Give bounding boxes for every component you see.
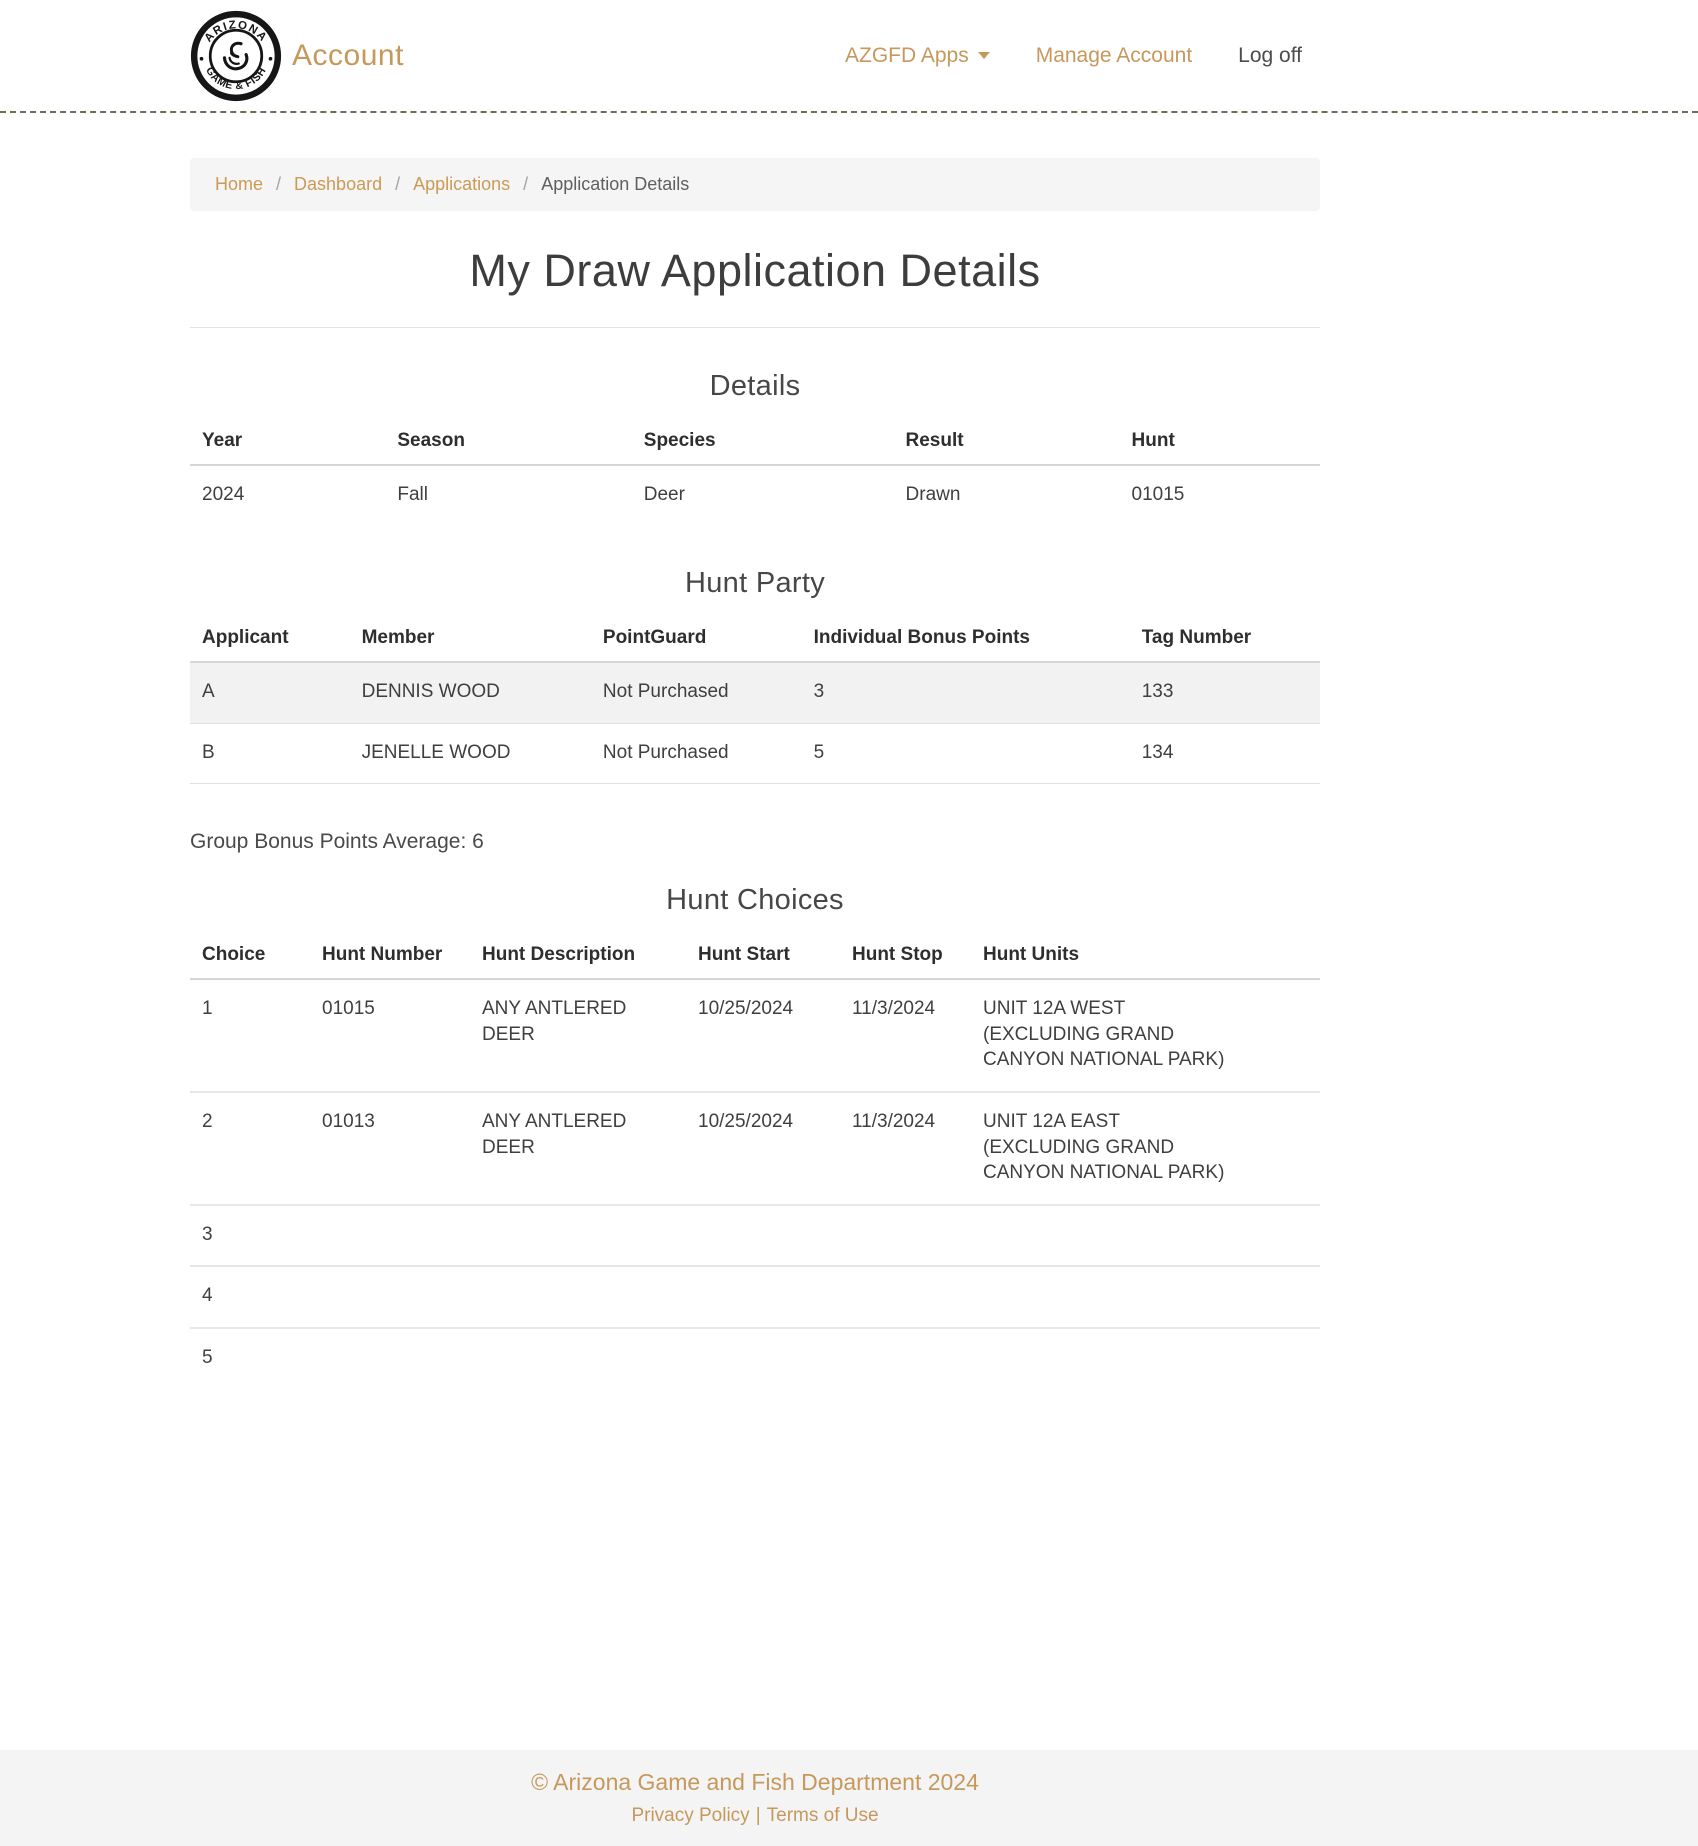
table-cell (470, 1205, 686, 1267)
hunt-choices-table (190, 933, 1320, 1388)
table-cell: Drawn (905, 483, 961, 505)
breadcrumb-current: Application Details (541, 174, 690, 194)
breadcrumb-separator: / (395, 174, 401, 194)
column-header: Hunt Stop (840, 933, 971, 979)
column-header: Result (894, 419, 1120, 465)
table-cell: 4 (202, 1285, 213, 1307)
nav-azgfd-apps-label: AZGFD Apps (845, 43, 969, 67)
table-row (190, 979, 1320, 1092)
details-table (190, 419, 1320, 525)
table-row (190, 1205, 1320, 1267)
table-cell: B (202, 741, 215, 763)
footer (0, 1750, 1698, 1846)
table-cell (310, 1205, 470, 1267)
hunt-party-heading: Hunt Party (685, 567, 825, 600)
nav-log-off[interactable]: Log off (1238, 43, 1302, 67)
header-nav (845, 44, 1320, 68)
table-cell: Fall (397, 483, 428, 505)
group-bonus-text (190, 830, 1320, 854)
table-cell: 11/3/2024 (852, 1110, 936, 1132)
table-row (190, 1092, 1320, 1205)
table-cell: Not Purchased (602, 741, 729, 763)
column-header: Species (632, 419, 894, 465)
table-cell (310, 1266, 470, 1328)
column-header: Member (350, 616, 591, 662)
header-inner (190, 10, 1320, 102)
breadcrumb-home[interactable]: Home (215, 174, 264, 194)
table-cell (686, 1266, 840, 1328)
table-cell (840, 1266, 971, 1328)
breadcrumb-separator: / (523, 174, 529, 194)
footer-copyright: © Arizona Game and Fish Department 2024 (531, 1769, 979, 1795)
table-cell: 133 (1141, 681, 1174, 703)
group-bonus-label: Group Bonus Points Average: (190, 830, 467, 854)
column-header: Applicant (190, 616, 350, 662)
footer-links (190, 1805, 1320, 1827)
breadcrumb-separator: / (276, 174, 282, 194)
table-cell: ANY ANTLERED DEER (482, 1110, 627, 1158)
table-cell: 01013 (322, 1110, 375, 1132)
details-header-row (190, 419, 1320, 465)
table-row (190, 662, 1320, 723)
column-header: Season (385, 419, 631, 465)
table-cell: 10/25/2024 (698, 997, 794, 1019)
azgfd-logo-icon (190, 10, 282, 102)
footer-inner (190, 1769, 1320, 1827)
table-cell (840, 1205, 971, 1267)
azgfd-logo[interactable] (190, 10, 282, 102)
table-cell: 3 (813, 681, 825, 703)
table-cell: 2 (202, 1110, 213, 1132)
details-heading: Details (709, 370, 801, 402)
table-cell (971, 1328, 1320, 1389)
table-cell: 1 (202, 997, 213, 1019)
column-header: PointGuard (591, 616, 802, 662)
nav-azgfd-apps[interactable] (845, 44, 990, 68)
caret-down-icon (978, 52, 990, 59)
table-cell: 01015 (1131, 483, 1185, 505)
logo-text-top: ARIZONA (202, 18, 270, 45)
column-header: Choice (190, 933, 310, 979)
table-row (190, 1328, 1320, 1389)
table-cell: 2024 (202, 483, 245, 505)
table-cell: UNIT 12A EAST (EXCLUDING GRAND CANYON NATIONAL PARK) (983, 1110, 1225, 1184)
hunt-party-header-row (190, 616, 1320, 662)
column-header: Hunt (1120, 419, 1320, 465)
footer-link-terms[interactable]: Terms of Use (766, 1805, 879, 1826)
table-cell (971, 1266, 1320, 1328)
table-cell: 11/3/2024 (852, 997, 936, 1019)
title-divider (190, 327, 1320, 328)
hunt-choices-header-row (190, 933, 1320, 979)
group-bonus-value: 6 (472, 830, 484, 854)
table-cell: 134 (1141, 741, 1174, 763)
footer-link-privacy[interactable]: Privacy Policy (631, 1805, 750, 1826)
column-header: Year (190, 419, 385, 465)
table-cell: A (202, 681, 215, 703)
table-row (190, 465, 1320, 526)
table-cell: JENELLE WOOD (361, 741, 511, 763)
column-header: Hunt Start (686, 933, 840, 979)
hunt-party-table (190, 616, 1320, 784)
footer-links-separator: | (755, 1805, 761, 1826)
logo-text-bottom: GAME & FISH (203, 64, 269, 92)
table-cell (686, 1328, 840, 1389)
page-title: My Draw Application Details (469, 245, 1041, 296)
table-cell (840, 1328, 971, 1389)
header (0, 0, 1698, 113)
table-cell (310, 1328, 470, 1389)
breadcrumb (190, 158, 1320, 211)
table-cell (470, 1266, 686, 1328)
table-cell: 5 (813, 741, 825, 763)
breadcrumb-dashboard[interactable]: Dashboard (294, 174, 383, 194)
table-cell (686, 1205, 840, 1267)
column-header: Hunt Number (310, 933, 470, 979)
nav-manage-account[interactable]: Manage Account (1035, 43, 1193, 67)
table-row (190, 723, 1320, 784)
main-content (190, 113, 1320, 1750)
table-cell: Deer (643, 483, 685, 505)
table-cell: Not Purchased (602, 681, 729, 703)
column-header: Tag Number (1130, 616, 1320, 662)
table-cell: ANY ANTLERED DEER (482, 997, 627, 1045)
breadcrumb-applications[interactable]: Applications (413, 174, 511, 194)
table-cell (971, 1205, 1320, 1267)
table-row (190, 1266, 1320, 1328)
table-cell: 10/25/2024 (698, 1110, 794, 1132)
table-cell (470, 1328, 686, 1389)
hunt-choices-heading: Hunt Choices (666, 884, 844, 917)
column-header: Hunt Units (971, 933, 1320, 979)
table-cell: 5 (202, 1347, 213, 1369)
column-header: Individual Bonus Points (802, 616, 1130, 662)
column-header: Hunt Description (470, 933, 686, 979)
table-cell: DENNIS WOOD (361, 681, 500, 703)
table-cell: 3 (202, 1223, 213, 1245)
table-cell: 01015 (322, 997, 375, 1019)
table-cell: UNIT 12A WEST (EXCLUDING GRAND CANYON NATIONAL PARK) (983, 997, 1225, 1071)
app-title: Account (292, 38, 404, 72)
